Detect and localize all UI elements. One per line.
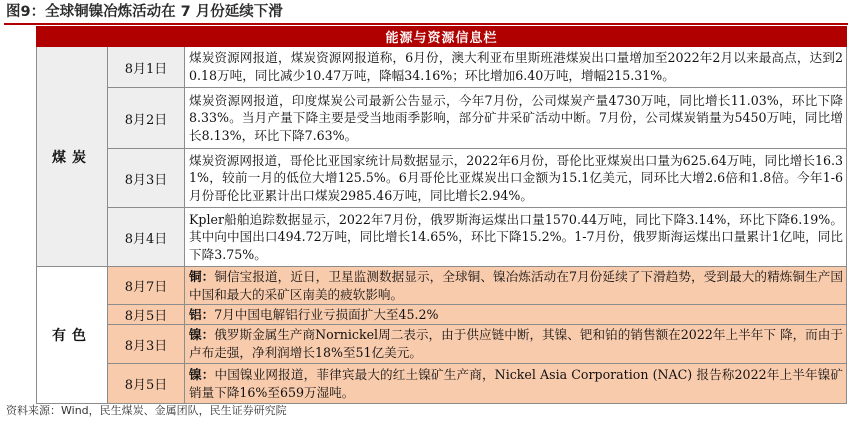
- row-date: 8月3日: [108, 149, 185, 208]
- row-date: 8月1日: [108, 47, 185, 88]
- metal-tag: 镍：: [189, 327, 215, 343]
- row-content: 煤炭资源网报道，印度煤炭公司最新公告显示，今年7月份，公司煤炭产量4730万吨，同比增长11.03%，环比下降8.33%。当月产量下降主要是受当地雨季影响，部分矿井采矿活动中断。7月份，公司煤炭销量为5450万吨，同比增长8.13%，环比下降7.63%。: [185, 88, 847, 149]
- metal-tag: 铜：: [189, 268, 215, 284]
- table-row: [37, 149, 847, 208]
- table-row: [37, 208, 847, 267]
- row-date: 8月3日: [108, 325, 185, 364]
- row-date: 8月5日: [108, 305, 185, 325]
- table-row: [37, 267, 847, 305]
- table-header-row: [37, 27, 847, 47]
- row-content: 煤炭资源网报道，哥伦比亚国家统计局数据显示，2022年6月份，哥伦比亚煤炭出口量为625.64万吨，同比增长16.31%，较前一月的低位大增125.5%。6月哥伦比亚煤炭出口金额为15.1亿美元，同环比大增2.6倍和1.8倍。今年1-6月份哥伦比亚累计出口煤炭2985.46万吨，同比增长2.94%。: [185, 149, 847, 208]
- row-date: 8月7日: [108, 267, 185, 305]
- table-row: [37, 325, 847, 364]
- metal-tag: 铝：: [189, 306, 215, 322]
- row-text: 俄罗斯金属生产商Nornickel周二表示，由于供应链中断，其镍、钯和铂的销售额在2022年上半年下 降，而由于卢布走强，净利润增长18%至51亿美元。: [189, 327, 844, 360]
- row-text: 7月中国电解铝行业亏损面扩大至45.2%: [214, 306, 439, 322]
- row-date: 8月5日: [108, 364, 185, 404]
- category-coal: 煤炭: [37, 47, 108, 267]
- row-text: 中国镍业网报道，菲律宾最大的红土镍矿生产商，Nickel Asia Corporation (NAC) 报告称2022年上半年镍矿销量下降16%至659万湿吨。: [189, 366, 844, 400]
- figure-title: 图9：全球铜镍冶炼活动在 7 月份延续下滑: [6, 4, 283, 20]
- row-content: [185, 325, 847, 364]
- table-row: [37, 305, 847, 325]
- row-content: [185, 305, 847, 325]
- table-row: [37, 47, 847, 88]
- source-note: 资料来源：Wind，民生煤炭、金属团队，民生证券研究院: [6, 404, 287, 417]
- row-content: 煤炭资源网报道，煤炭资源网报道称，6月份，澳大利亚布里斯班港煤炭出口量增加至2022年2月以来最高点，达到20.18万吨，同比减少10.47万吨，降幅34.16%；环比增加6.40万吨，增幅215.31%。: [185, 47, 847, 88]
- row-date: 8月4日: [108, 208, 185, 267]
- info-table-wrapper: [36, 26, 846, 404]
- row-content: Kpler船舶追踪数据显示，2022年7月份，俄罗斯海运煤出口量1570.44万吨，同比下降3.14%，环比下降6.19%。其中向中国出口494.72万吨，同比增长14.65%，环比下降15.2%。1-7月份，俄罗斯海运煤出口量累计1亿吨，同比下降3.75%。: [185, 208, 847, 267]
- metal-tag: 镍：: [189, 366, 215, 382]
- row-date: 8月2日: [108, 88, 185, 149]
- category-metal: 有色: [37, 267, 108, 404]
- row-content: [185, 267, 847, 305]
- row-content: [185, 364, 847, 404]
- table-row: [37, 364, 847, 404]
- table-row: [37, 88, 847, 149]
- row-text: 铜信宝报道，近日，卫星监测数据显示，全球铜、镍冶炼活动在7月份延续了下滑趋势，受到最大的精炼铜生产国中国和最大的采矿区南美的疲软影响。: [189, 268, 844, 302]
- title-rule: [4, 23, 848, 25]
- table-header: 能源与资源信息栏: [37, 27, 847, 47]
- info-table: [36, 26, 847, 404]
